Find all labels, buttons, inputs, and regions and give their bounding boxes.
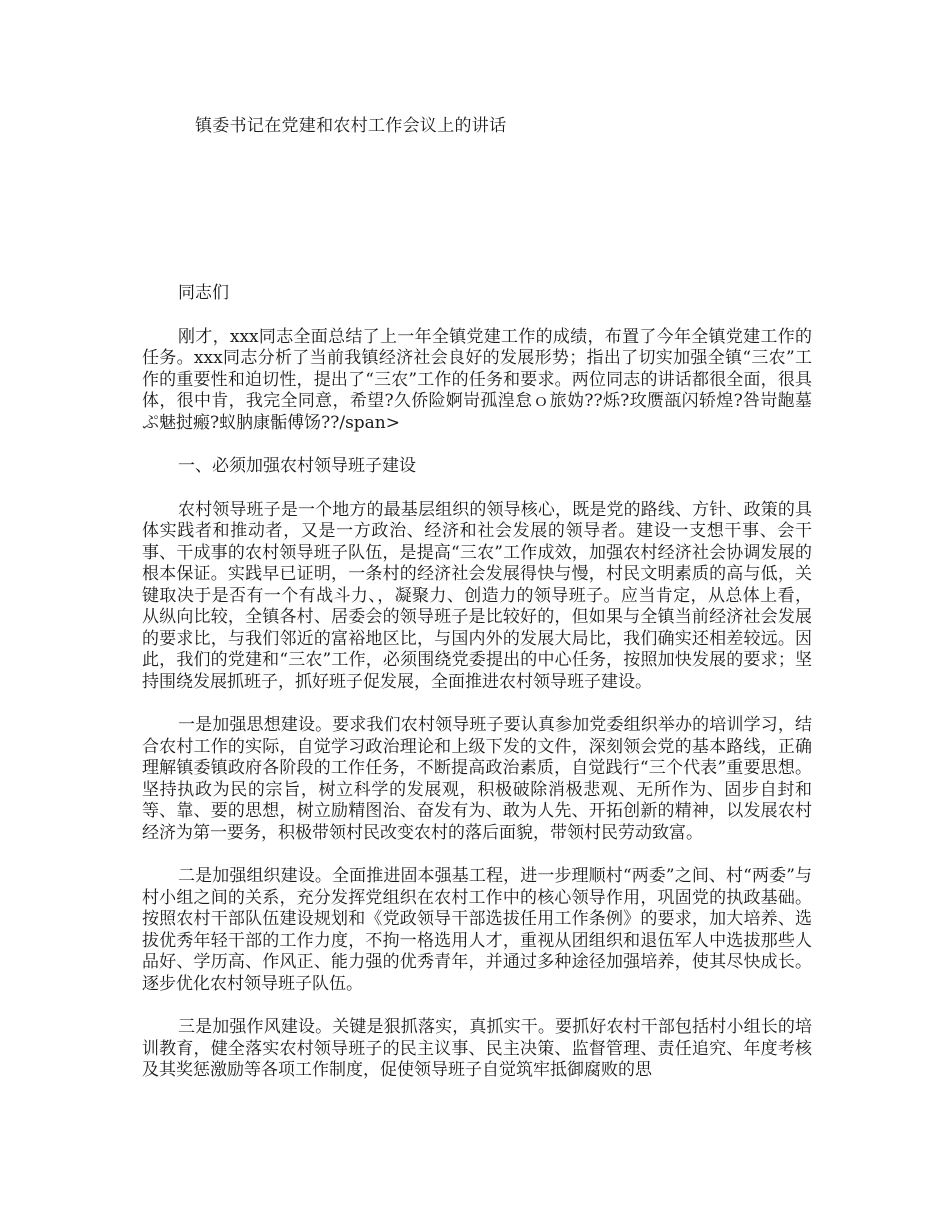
section-paragraph: 农村领导班子是一个地方的最基层组织的领导核心，既是党的路线、方针、政策的具体实践者和推动者，又是一方政治、经济和社会发展的领导者。建设一支想干事、会干事、干成事的农村领导班子队伍，是提高“三农”工作成效，加强农村经济社会协调发展的根本保证。实践早已证明，一条村的经济社会发展得快与慢，村民文明素质的高与低，关键取决于是否有一个有战斗力、，凝聚力、创造力的领导班子。应当肯定，从总体上看，从纵向比较，全镇各村、居委会的领导班子是比较好的，但如果与全镇当前经济社会发展的要求比，与我们邻近的富裕地区比，与国内外的发展大局比，我们确实还相差较远。因此，我们的党建和“三农”工作，必须围绕党委提出的中心任务，按照加快发展的要求；坚持围绕发展抓班子，抓好班子促发展，全面推进农村领导班子建设。 xyxy=(142,499,812,692)
point-ideology-paragraph: 一是加强思想建设。要求我们农村领导班子要认真参加党委组织举办的培训学习，结合农村工作的实际，自觉学习政治理论和上级下发的文件，深刻领会党的基本路线，正确理解镇委镇政府各阶段的工作任务，不断提高政治素质，自觉践行“三个代表”重要思想。坚持执政为民的宗旨，树立科学的发展观，积极破除消极悲观、无所作为、固步自封和等、靠、要的思想，树立励精图治、奋发有为、敢为人先、开拓创新的精神，以发展农村经济为第一要务，积极带领村民改变农村的落后面貌，带领村民劳动致富。 xyxy=(142,715,812,843)
document-body xyxy=(142,283,812,1104)
document-title: 镇委书记在党建和农村工作会议上的讲话 xyxy=(195,116,507,136)
point-organization-paragraph: 二是加强组织建设。全面推进固本强基工程，进一步理顺村“两委”之间、村“两委”与村小组之间的关系，充分发挥党组织在农村工作中的核心领导作用，巩固党的执政基础。按照农村干部队伍建设规划和《党政领导干部选拔任用工作条例》的要求，加大培养、选拔优秀年轻干部的工作力度，不拘一格选用人才，重视从团组织和退伍军人中选拔那些人品好、学历高、作风正、能力强的优秀青年，并通过多种途径加强培养，使其尽快成长。逐步优化农村领导班子队伍。 xyxy=(142,866,812,994)
intro-paragraph: 刚才，xxx同志全面总结了上一年全镇党建工作的成绩，布置了今年全镇党建工作的任务。xxx同志分析了当前我镇经济社会良好的发展形势；指出了切实加强全镇“三农”工作的重要性和迫切性，提出了“三农”工作的任务和要求。两位同志的讲话都很全面，很具体，很中肯，我完全同意，希望?久侨险婀岢孤湟怠ｏ旅妫??烁?玫赝瓿闪轿煌?咎岢龅墓ぷ魅挝瘢?蚁肭康骺傅饧??/span> xyxy=(142,326,812,433)
salutation: 同志们 xyxy=(178,283,229,303)
point-style-paragraph: 三是加强作风建设。关键是狠抓落实，真抓实干。要抓好农村干部包括村小组长的培训教育，健全落实农村领导班子的民主议事、民主决策、监督管理、责任追究、年度考核及其奖惩激励等各项工作制度，促使领导班子自觉筑牢抵御腐败的思 xyxy=(142,1017,812,1080)
section-heading: 一、必须加强农村领导班子建设 xyxy=(178,456,416,476)
